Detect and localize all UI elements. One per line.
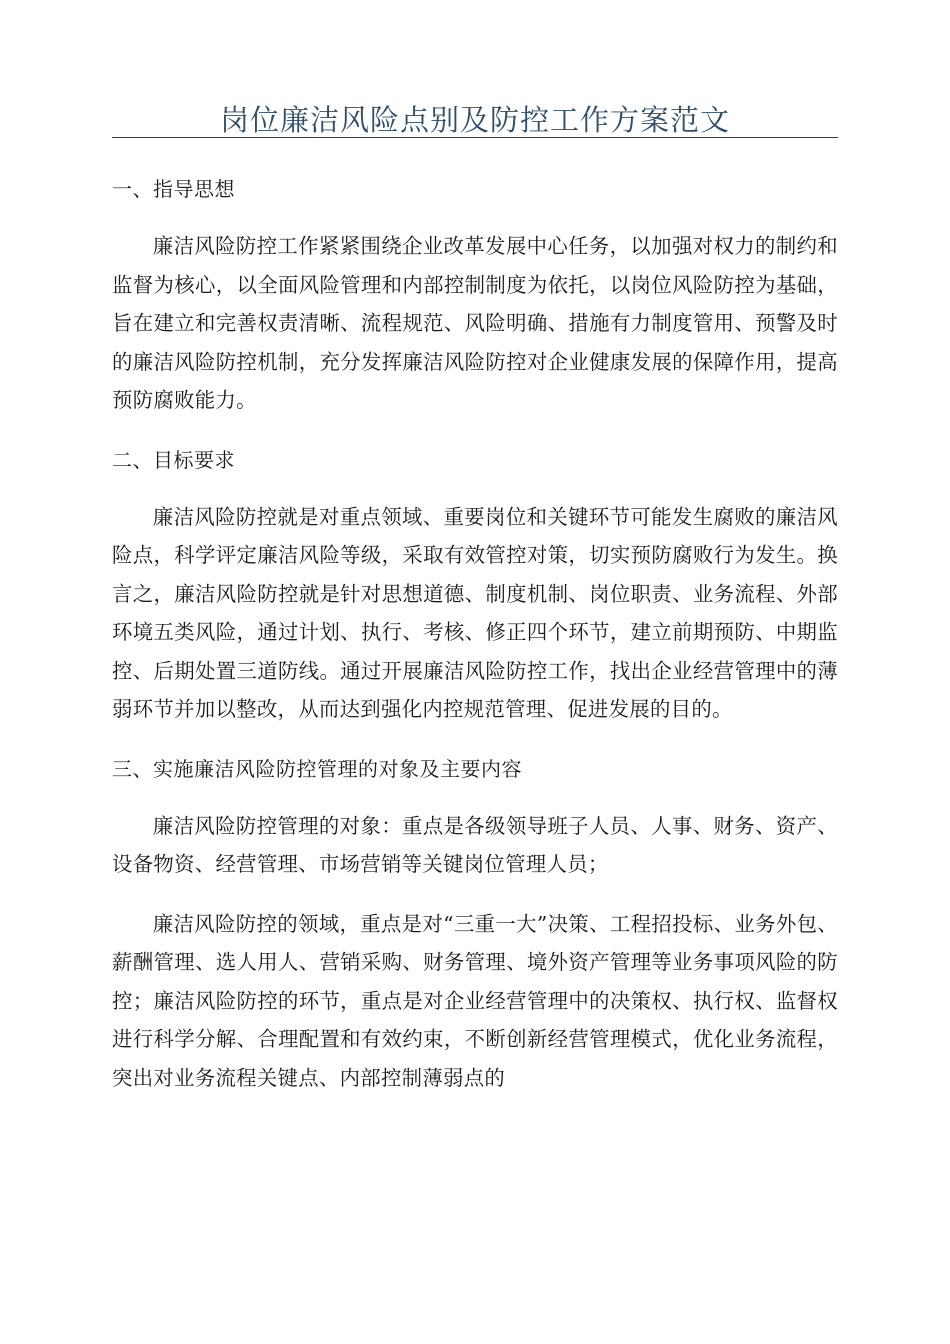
section-heading-3: 三、实施廉洁风险防控管理的对象及主要内容 bbox=[112, 756, 522, 781]
section-3-paragraph-2: 廉洁风险防控的领域，重点是对“三重一大”决策、工程招投标、业务外包、薪酬管理、选人用人、营销采购、财务管理、境外资产管理等业务事项风险的防控；廉洁风险防控的环节，重点是对企业经营管理中的决策权、执行权、监督权进行科学分解、合理配置和有效约束，不断创新经营管理模式，优化业务流程，突出对业务流程关键点、内部控制薄弱点的 bbox=[112, 911, 838, 1090]
document-body bbox=[112, 170, 838, 1097]
section-1-paragraph-1: 廉洁风险防控工作紧紧围绕企业改革发展中心任务，以加强对权力的制约和监督为核心，以全面风险管理和内部控制制度为依托，以岗位风险防控为基础，旨在建立和完善权责清晰、流程规范、风险明确、措施有力制度管用、预警及时的廉洁风险防控机制，充分发挥廉洁风险防控对企业健康发展的保障作用，提高预防腐败能力。 bbox=[112, 234, 838, 412]
title-underline bbox=[112, 137, 838, 138]
section-heading-2: 二、目标要求 bbox=[112, 447, 235, 472]
section-3-paragraph-1: 廉洁风险防控管理的对象：重点是各级领导班子人员、人事、财务、资产、设备物资、经营管理、市场营销等关键岗位管理人员； bbox=[112, 813, 838, 876]
section-heading-1: 一、指导思想 bbox=[112, 177, 235, 201]
section-2-paragraph-1: 廉洁风险防控就是对重点领域、重要岗位和关键环节可能发生腐败的廉洁风险点，科学评定廉洁风险等级，采取有效管控对策，切实预防腐败行为发生。换言之，廉洁风险防控就是针对思想道德、制度机制、岗位职责、业务流程、外部环境五类风险，通过计划、执行、考核、修正四个环节，建立前期预防、中期监控、后期处置三道防线。通过开展廉洁风险防控工作，找出企业经营管理中的薄弱环节并加以整改，从而达到强化内控规范管理、促进发展的目的。 bbox=[112, 504, 838, 721]
document-title: 岗位廉洁风险点别及防控工作方案范文 bbox=[219, 103, 730, 137]
